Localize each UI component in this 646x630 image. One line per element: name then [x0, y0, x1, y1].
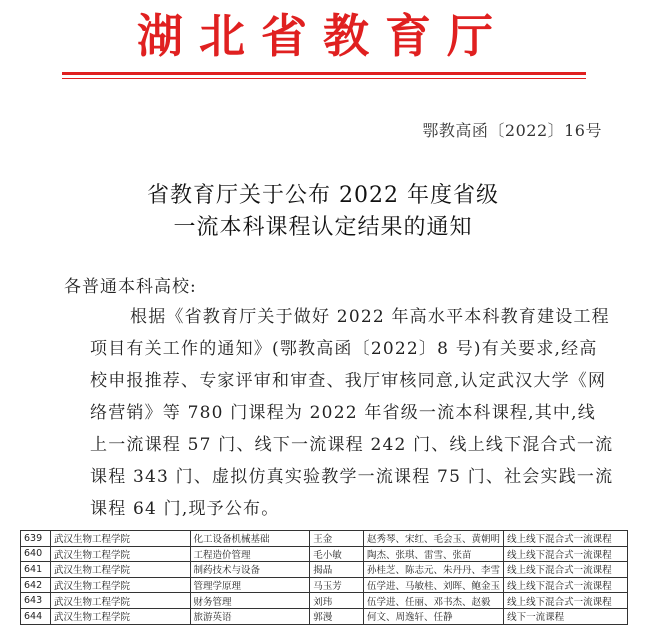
red-divider-thin — [62, 78, 586, 79]
body-line: 根据《省教育厅关于做好 2022 年高水平本科教育建设工程 — [130, 307, 610, 327]
course-cell: 制药技术与设备 — [190, 562, 310, 578]
team-cell: 伍学进、任丽、邓书杰、赵毅 — [364, 593, 504, 609]
leader-cell: 揭晶 — [310, 562, 364, 578]
leader-cell: 毛小敏 — [310, 546, 364, 562]
school-cell: 武汉生物工程学院 — [50, 593, 190, 609]
leader-cell: 刘玮 — [310, 593, 364, 609]
table-row — [21, 546, 628, 562]
course-cell: 工程造价管理 — [190, 546, 310, 562]
school-cell: 武汉生物工程学院 — [50, 546, 190, 562]
notice-title-line-1: 省教育厅关于公布 2022 年度省级 — [147, 183, 499, 208]
leader-cell: 郭漫 — [310, 608, 364, 624]
type-cell: 线下一流课程 — [504, 608, 628, 624]
team-cell: 何文、周逸轩、任静 — [364, 608, 504, 624]
team-cell: 孙桂芝、陈志元、朱丹丹、李雪 — [364, 562, 504, 578]
table-row — [21, 531, 628, 547]
document-number: 鄂教高函〔2022〕16号 — [422, 121, 602, 140]
row-number: 642 — [21, 577, 51, 593]
course-list-table — [20, 530, 628, 625]
body-line: 课程 64 门,现予公布。 — [90, 499, 280, 519]
leader-cell: 王金 — [310, 531, 364, 547]
course-cell: 旅游英语 — [190, 608, 310, 624]
school-cell: 武汉生物工程学院 — [50, 531, 190, 547]
body-line: 课程 343 门、虚拟仿真实验教学一流课程 75 门、社会实践一流 — [90, 467, 614, 487]
type-cell: 线上线下混合式一流课程 — [504, 546, 628, 562]
salutation: 各普通本科高校: — [64, 277, 197, 297]
row-number: 643 — [21, 593, 51, 609]
row-number: 641 — [21, 562, 51, 578]
team-cell: 赵秀琴、宋红、毛会玉、黄朝明 — [364, 531, 504, 547]
type-cell: 线上线下混合式一流课程 — [504, 577, 628, 593]
type-cell: 线上线下混合式一流课程 — [504, 562, 628, 578]
table-row — [21, 593, 628, 609]
notice-title-line-2: 一流本科课程认定结果的通知 — [173, 215, 473, 240]
school-cell: 武汉生物工程学院 — [50, 577, 190, 593]
type-cell: 线上线下混合式一流课程 — [504, 531, 628, 547]
red-divider-thick — [62, 72, 586, 75]
body-line: 项目有关工作的通知》(鄂教高函〔2022〕8 号)有关要求,经高 — [90, 339, 598, 359]
type-cell: 线上线下混合式一流课程 — [504, 593, 628, 609]
table-row — [21, 562, 628, 578]
team-cell: 伍学进、马敏桂、刘晖、鲍金玉 — [364, 577, 504, 593]
school-cell: 武汉生物工程学院 — [50, 608, 190, 624]
row-number: 640 — [21, 546, 51, 562]
table-row — [21, 608, 628, 624]
issuer-heading: 湖北省教育厅 — [137, 9, 509, 63]
body-line: 校申报推荐、专家评审和审查、我厅审核同意,认定武汉大学《网 — [90, 371, 607, 391]
course-cell: 管理学原理 — [190, 577, 310, 593]
row-number: 639 — [21, 531, 51, 547]
course-cell: 财务管理 — [190, 593, 310, 609]
body-line: 上一流课程 57 门、线下一流课程 242 门、线上线下混合式一流 — [90, 435, 614, 455]
team-cell: 陶杰、张琪、雷雪、张苗 — [364, 546, 504, 562]
leader-cell: 马玉芳 — [310, 577, 364, 593]
table-row — [21, 577, 628, 593]
row-number: 644 — [21, 608, 51, 624]
course-cell: 化工设备机械基础 — [190, 531, 310, 547]
body-line: 络营销》等 780 门课程为 2022 年省级一流本科课程,其中,线 — [90, 403, 596, 423]
school-cell: 武汉生物工程学院 — [50, 562, 190, 578]
